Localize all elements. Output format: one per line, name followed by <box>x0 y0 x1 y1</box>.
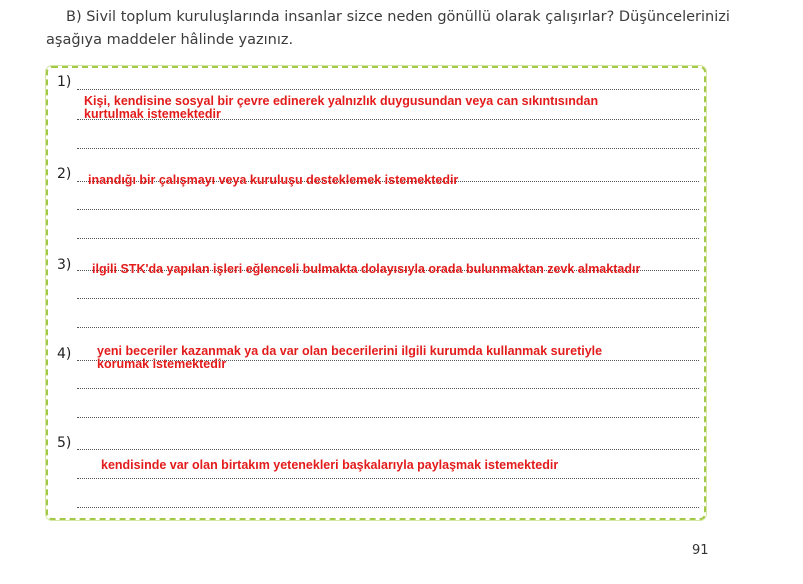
handwritten-answer: yeni beceriler kazanmak ya da var olan becerilerini ilgili kurumda kullanmak suretiyle korumak istemektedir <box>97 344 603 371</box>
answer-box <box>46 66 706 520</box>
item-number: 2) <box>57 166 72 182</box>
handwritten-answer: kendisinde var olan birtakım yetenekleri başkalarıyla paylaşmak istemektedir <box>101 458 559 472</box>
item-number: 1) <box>57 74 72 90</box>
item-number: 3) <box>57 257 72 273</box>
answer-line <box>77 148 699 149</box>
answer-line <box>77 238 699 239</box>
answer-line <box>77 209 699 210</box>
page-number: 91 <box>692 543 709 558</box>
handwritten-answer: Kişi, kendisine sosyal bir çevre edinerek yalnızlık duygusundan veya can sıkıntısından kurtulmak istemektedir <box>84 94 599 121</box>
answer-line <box>77 327 699 328</box>
handwritten-answer: ilgili STK'da yapılan işleri eğlenceli bulmakta dolayısıyla orada bulunmaktan zevk almaktadır <box>92 262 641 276</box>
item-number: 4) <box>57 346 72 362</box>
answer-line <box>77 507 699 508</box>
answer-line <box>77 298 699 299</box>
answer-line <box>77 388 699 389</box>
answer-line <box>77 417 699 418</box>
answer-line <box>77 478 699 479</box>
answer-line <box>77 89 699 90</box>
question-text: B) Sivil toplum kuruluşlarında insanlar sizce neden gönüllü olarak çalışırlar? Düşüncelerinizi aşağıya maddeler hâlinde yazınız. <box>46 9 730 48</box>
item-number: 5) <box>57 435 72 451</box>
answer-line <box>77 449 699 450</box>
handwritten-answer: inandığı bir çalışmayı veya kuruluşu desteklemek istemektedir <box>88 173 459 187</box>
